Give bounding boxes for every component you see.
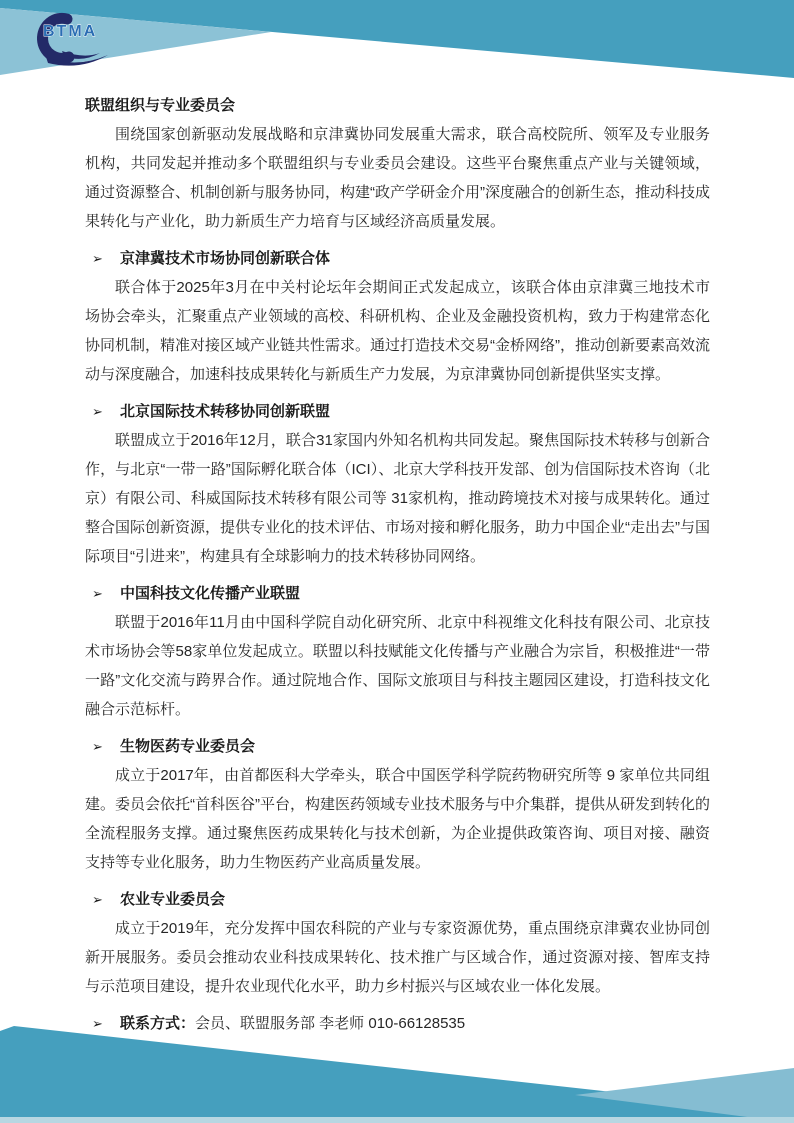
contact-value: 会员、联盟服务部 李老师 010-66128535 [195,1015,466,1032]
section-title: 北京国际技术转移协同创新联盟 [120,403,331,420]
document-content [85,91,710,1038]
section-title: 生物医药专业委员会 [120,738,256,755]
section-title: 农业专业委员会 [120,891,226,908]
section-body: 联合体于2025年3月在中关村论坛年会期间正式发起成立，该联合体由京津冀三地技术市场协会牵头，汇聚重点产业领域的高校、科研机构、企业及金融投资机构，致力于构建常态化协同机制，精准对接区域产业链共性需求。通过打造技术交易“金桥网络”，推动创新要素高效流动与深度融合，加速科技成果转化与新质生产力发展，为京津冀协同创新提供坚实支撑。 [85,279,710,383]
page-title: 联盟组织与专业委员会 [85,97,236,114]
arrow-bullet-icon: ➢ [92,251,103,266]
arrow-bullet-icon: ➢ [92,892,103,907]
section-title: 京津冀技术市场协同创新联合体 [120,250,331,267]
section-body: 联盟成立于2016年12月，联合31家国内外知名机构共同发起。聚焦国际技术转移与创新合作，与北京“一带一路”国际孵化联合体（ICI）、北京大学科技开发部、创为信国际技术咨询（北京）有限公司、科威国际技术转移有限公司等 31家机构，推动跨境技术对接与成果转化。通过整合国际创新资源，提供专业化的技术评估、市场对接和孵化服务，助力中国企业“走出去”与国际项目“引进来”，构建具有全球影响力的技术转移协同网络。 [85,432,710,565]
footer-teal-wedge [0,1026,794,1123]
section-heading-agriculture [85,885,710,914]
section-heading-biomedicine [85,732,710,761]
section-body: 联盟于2016年11月由中国科学院自动化研究所、北京中科视维文化科技有限公司、北京技术市场协会等58家单位发起成立。联盟以科技赋能文化传播与产业融合为宗旨，积极推进“一带一路”文化交流与跨界合作。通过院地合作、国际文旅项目与科技主题园区建设，打造科技文化融合示范标杆。 [85,614,710,718]
btma-logo [26,11,122,69]
logo-text: BTMA [43,23,98,40]
arrow-bullet-icon: ➢ [92,586,103,601]
arrow-bullet-icon: ➢ [92,739,103,754]
contact-label: 联系方式： [120,1015,196,1032]
footer-decoration [0,1023,794,1123]
section-body: 成立于2017年，由首都医科大学牵头，联合中国医学科学院药物研究所等 9 家单位共同组建。委员会依托“首科医谷”平台，构建医药领域专业技术服务与中介集群，提供从研发到转化的全流程服务支撑。通过聚焦医药成果转化与技术创新，为企业提供政策咨询、项目对接、融资支持等专业化服务，助力生物医药产业高质量发展。 [85,767,710,871]
section-heading-intl-tech-transfer [85,397,710,426]
section-body: 成立于2019年，充分发挥中国农科院的产业与专家资源优势，重点围绕京津冀农业协同创新开展服务。委员会推动农业科技成果转化、技术推广与区域合作，通过资源对接、智库支持与示范项目建设，提升农业现代化水平，助力乡村振兴与区域农业一体化发展。 [85,920,710,995]
arrow-bullet-icon: ➢ [92,404,103,419]
section-heading-sci-tech-culture [85,579,710,608]
arrow-bullet-icon: ➢ [92,1016,103,1031]
section-title: 中国科技文化传播产业联盟 [120,585,301,602]
section-heading-jingjinji [85,244,710,273]
intro-paragraph: 围绕国家创新驱动发展战略和京津冀协同发展重大需求，联合高校院所、领军及专业服务机构，共同发起并推动多个联盟组织与专业委员会建设。这些平台聚焦重点产业与关键领域，通过资源整合、机制创新与服务协同，构建“政产学研金介用”深度融合的创新生态，推动科技成果转化与产业化，助力新质生产力培育与区域经济高质量发展。 [85,126,710,230]
footer-pale-strip [0,1117,794,1123]
